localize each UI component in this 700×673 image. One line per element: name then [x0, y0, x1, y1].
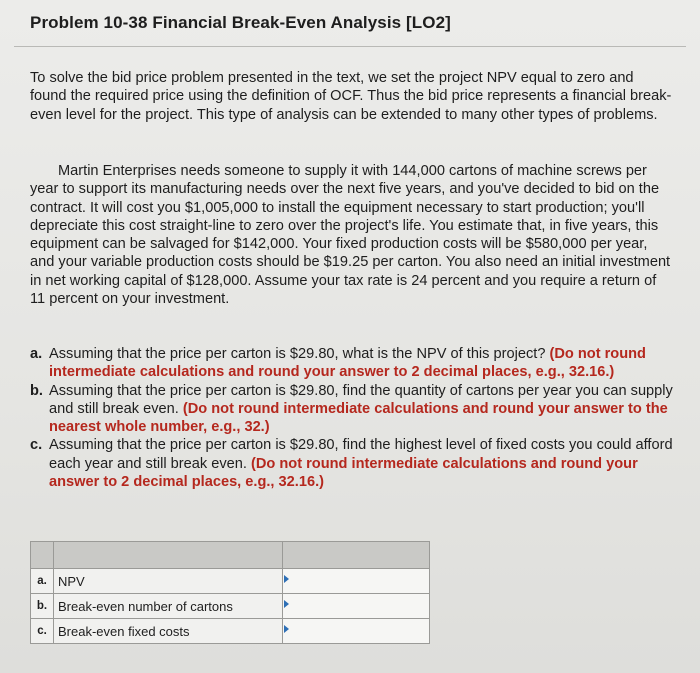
question-text: Assuming that the price per carton is $29.80, what is the NPV of this project? — [49, 346, 546, 362]
row-label: NPV — [54, 569, 283, 594]
answer-table — [30, 541, 430, 644]
problem-title: Problem 10-38 Financial Break-Even Analysis [LO2] — [30, 13, 451, 32]
question-text: Assuming that the price per carton is $29.80, find the highest level of fixed costs you could afford each year and still break even. — [49, 437, 673, 472]
question-a — [30, 345, 680, 382]
question-letter: c. — [30, 437, 43, 454]
question-letter: a. — [30, 346, 43, 362]
breakeven-fixed-costs-input[interactable] — [284, 620, 428, 642]
row-letter: b. — [31, 594, 54, 619]
intro-paragraph: To solve the bid price problem presented in the text, we set the project NPV equal to zero and found the required price using the definition of OCF. Thus the bid price represents a financial break-even level for the project. This type of analysis can be extended to many other types of problems. — [30, 70, 672, 123]
breakeven-cartons-input[interactable] — [284, 595, 428, 617]
answer-row-breakeven-cartons — [31, 594, 430, 619]
answer-table-header — [31, 542, 430, 569]
answer-row-breakeven-fixed-costs — [31, 619, 430, 644]
row-letter: a. — [31, 569, 54, 594]
row-letter: c. — [31, 619, 54, 644]
question-c — [30, 436, 680, 491]
input-marker-icon — [284, 600, 289, 608]
npv-input[interactable] — [284, 570, 428, 592]
question-instruction: (Do not round intermediate calculations and round your answer to 2 decimal places, e.g., 32.16.) — [49, 455, 638, 491]
question-instruction: (Do not round intermediate calculations and round your answer to the nearest whole number, e.g., 32.) — [49, 400, 668, 436]
title-divider — [14, 46, 686, 47]
answer-row-npv — [31, 569, 430, 594]
row-label: Break-even fixed costs — [54, 619, 283, 644]
row-label: Break-even number of cartons — [54, 594, 283, 619]
input-marker-icon — [284, 575, 289, 583]
question-list — [30, 345, 680, 491]
question-text: Assuming that the price per carton is $29.80, find the quantity of cartons per year you can supply and still break even. — [49, 382, 673, 417]
question-letter: b. — [30, 382, 43, 399]
question-b — [30, 382, 680, 437]
question-instruction: (Do not round intermediate calculations and round your answer to 2 decimal places, e.g., 32.16.) — [49, 346, 646, 381]
scenario-paragraph: Martin Enterprises needs someone to supply it with 144,000 cartons of machine screws per year to support its manufacturing needs over the next five years, and you've decided to bid on the contract. It will cost you $1,005,000 to install the equipment necessary to start production; you'll depreciate this cost straight-line to zero over the project's life. You estimate that, in five years, this equipment can be salvaged for $142,000. Your fixed production costs will be $580,000 per year, and your variable production costs should be $19.25 per carton. You also need an initial investment in net working capital of $128,000. Assume your tax rate is 24 percent and you require a return of 11 percent on your investment. — [30, 163, 671, 308]
input-marker-icon — [284, 625, 289, 633]
